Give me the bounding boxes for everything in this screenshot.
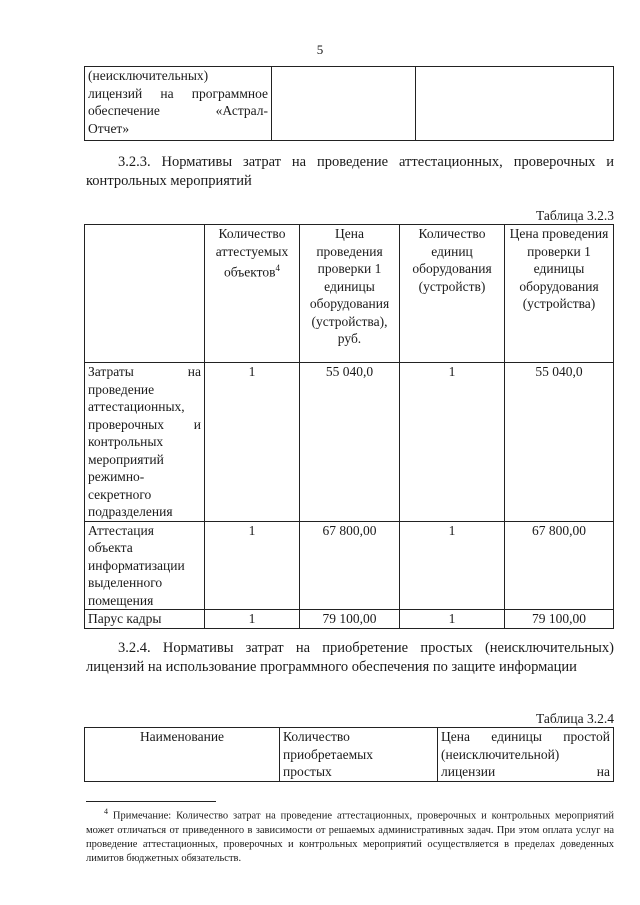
row-name: Аттестация объекта информатизации выделенного помещения	[85, 521, 205, 610]
table-header-row	[85, 225, 614, 363]
table-3-2-3-caption: Таблица 3.2.3	[536, 208, 614, 223]
license-name-line-4: Отчет»	[88, 120, 130, 136]
row-units: 1	[400, 610, 505, 629]
table-row	[85, 67, 614, 141]
table-header-row	[85, 728, 614, 782]
footnote-separator	[86, 801, 216, 802]
header-check-price: Цена проведения проверки 1 единицы оборудования (устройства)	[505, 225, 614, 363]
row-price: 67 800,00	[300, 521, 400, 610]
row-qty: 1	[205, 610, 300, 629]
row-units: 1	[400, 521, 505, 610]
top-table-fragment	[84, 66, 614, 141]
row-name: Парус кадры	[85, 610, 205, 629]
row-price: 79 100,00	[300, 610, 400, 629]
row-qty: 1	[205, 521, 300, 610]
table-row	[85, 521, 614, 610]
header-name: Наименование	[85, 728, 280, 782]
footnote	[86, 805, 614, 866]
header-license-count: Количество приобретаемых простых	[280, 728, 438, 782]
header-objects-count-text: Количество аттестуемых объектов	[215, 226, 289, 280]
row-unit-price: 67 800,00	[505, 521, 614, 610]
header-objects-count	[205, 225, 300, 363]
row-price: 55 040,0	[300, 363, 400, 522]
header-empty-cell	[85, 225, 205, 363]
header-check-price-rub: Цена проведения проверки 1 единицы оборудования (устройства), руб.	[300, 225, 400, 363]
license-name-line-1: (неисключительных)	[88, 68, 209, 83]
table-row	[85, 610, 614, 629]
license-name-line-3: обеспечение «Астрал-	[88, 103, 268, 118]
footnote-text: Примечание: Количество затрат на проведение аттестационных, проверочных и контрольных мероприятий может отличаться от приведенного в зависимости от решаемых административных задач. При этом оплата услуг на проведение аттестационных, проверочных и контрольных мероприятий осуществляется в пределах доведенных лимитов бюджетных обязательств.	[86, 810, 614, 864]
footnote-mark: 4	[275, 263, 280, 273]
row-qty: 1	[205, 363, 300, 522]
license-name-cell	[85, 67, 272, 141]
row-unit-price: 79 100,00	[505, 610, 614, 629]
empty-cell	[272, 67, 416, 141]
section-3-2-4-heading: 3.2.4. Нормативы затрат на приобретение простых (неисключительных) лицензий на использование программного обеспечения по защите информации	[86, 640, 614, 675]
empty-cell	[416, 67, 614, 141]
table-3-2-4-caption: Таблица 3.2.4	[536, 711, 614, 726]
row-unit-price: 55 040,0	[505, 363, 614, 522]
header-equipment-units: Количество единиц оборудования (устройств)	[400, 225, 505, 363]
header-license-price: Цена единицы простой (неисключительной) лицензии на	[438, 728, 614, 782]
license-name-line-2: лицензий на программное	[88, 85, 268, 101]
table-3-2-4	[84, 727, 614, 782]
section-3-2-3-heading: 3.2.3. Нормативы затрат на проведение аттестационных, проверочных и контрольных мероприятий	[86, 154, 614, 189]
row-name: Затраты на проведение аттестационных, проверочных и контрольных мероприятий режимно-секретного подразделения	[85, 363, 205, 522]
table-3-2-3	[84, 224, 614, 629]
footnote-number: 4	[104, 807, 108, 816]
table-row	[85, 363, 614, 522]
page-number: 5	[316, 42, 324, 57]
row-units: 1	[400, 363, 505, 522]
